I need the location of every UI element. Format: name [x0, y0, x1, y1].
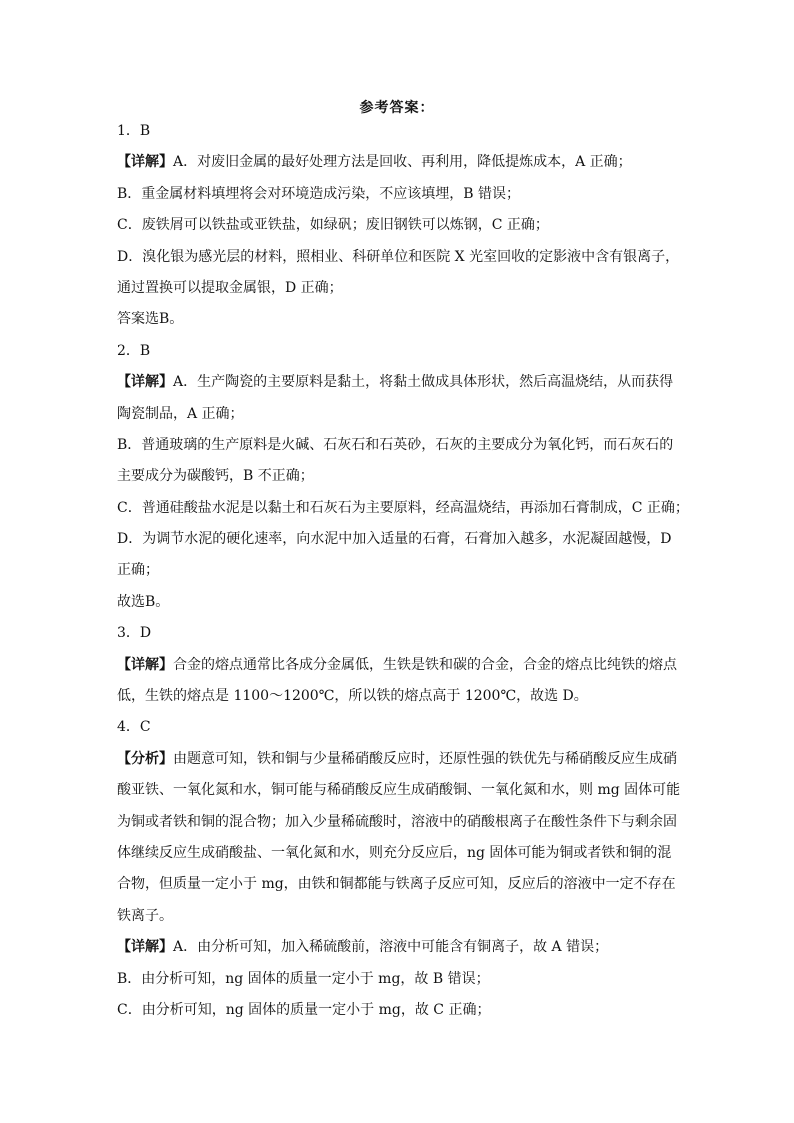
page-title: 参考答案：	[359, 100, 435, 116]
text-line: 体继续反应生成硝酸盐、一氧化氮和水，则充分反应后，ng 固体可能为铜或者铁和铜的混	[117, 844, 672, 861]
text-line: 【详解】A．生产陶瓷的主要原料是黏土，将黏土做成具体形状，然后高温烧结，从而获得	[117, 374, 674, 391]
text-line: 低，生铁的熔点是 1100～1200℃，所以铁的熔点高于 1200℃，故选 D。	[117, 688, 588, 705]
text-line: 合物，但质量一定小于 mg，由铁和铜都能与铁离子反应可知，反应后的溶液中一定不存在	[117, 876, 676, 893]
text-line: D．溴化银为感光层的材料，照相业、科研单位和医院 X 光室回收的定影液中含有银离子，	[117, 248, 680, 265]
text-line: 【详解】合金的熔点通常比各成分金属低，生铁是铁和碳的合金，合金的熔点比纯铁的熔点	[117, 656, 677, 673]
text-line: 正确；	[117, 562, 159, 579]
text-line: 陶瓷制品，A 正确；	[117, 405, 244, 422]
section-tag: 【详解】	[117, 939, 173, 956]
text-line: 通过置换可以提取金属银，D 正确；	[117, 279, 343, 296]
section-tag: 【详解】	[117, 154, 173, 171]
text-line: 4．C	[117, 719, 151, 736]
text-line: 酸亚铁、一氧化氮和水，铜可能与稀硝酸反应生成硝酸铜、一氧化氮和水，则 mg 固体可能	[117, 782, 681, 799]
text-line: 【分析】由题意可知，铁和铜与少量稀硝酸反应时，还原性强的铁优先与稀硝酸反应生成硝	[117, 750, 677, 767]
text-line: 【详解】A．由分析可知，加入稀硫酸前，溶液中可能含有铜离子，故 A 错误；	[117, 939, 609, 956]
text-line: 主要成分为碳酸钙，B 不正确；	[117, 468, 314, 485]
answer-content	[117, 120, 687, 1030]
text-line: B．普通玻璃的生产原料是火碱、石灰石和石英砂，石灰的主要成分为氧化钙，而石灰石的	[117, 436, 674, 453]
text-line: B．由分析可知，ng 固体的质量一定小于 mg，故 B 错误；	[117, 970, 490, 987]
text-line: C．普通硅酸盐水泥是以黏土和石灰石为主要原料，经高温烧结，再添加石膏制成，C 正确；	[117, 499, 689, 516]
text-line: 2．B	[117, 342, 151, 359]
section-tag: 【详解】	[117, 374, 173, 391]
text-line: 故选B。	[117, 593, 170, 610]
text-line: 【详解】A．对废旧金属的最好处理方法是回收、再利用，降低提炼成本，A 正确；	[117, 154, 632, 171]
section-tag: 【分析】	[117, 750, 173, 767]
section-tag: 【详解】	[117, 656, 173, 673]
text-line: 3．D	[117, 625, 152, 642]
text-line: 铁离子。	[117, 907, 173, 924]
text-line: D．为调节水泥的硬化速率，向水泥中加入适量的石膏，石膏加入越多，水泥凝固越慢，D	[117, 531, 672, 548]
text-line: 1．B	[117, 123, 151, 139]
text-line: C．由分析可知，ng 固体的质量一定小于 mg，故 C 正确；	[117, 1001, 491, 1018]
text-line: 答案选B。	[117, 311, 184, 328]
text-line: 为铜或者铁和铜的混合物；加入少量稀硫酸时，溶液中的硝酸根离子在酸性条件下与剩余固	[117, 813, 677, 830]
text-line: B．重金属材料填埋将会对环境造成污染，不应该填埋，B 错误；	[117, 185, 521, 202]
text-line: C．废铁屑可以铁盐或亚铁盐，如绿矾；废旧钢铁可以炼钢，C 正确；	[117, 217, 549, 234]
